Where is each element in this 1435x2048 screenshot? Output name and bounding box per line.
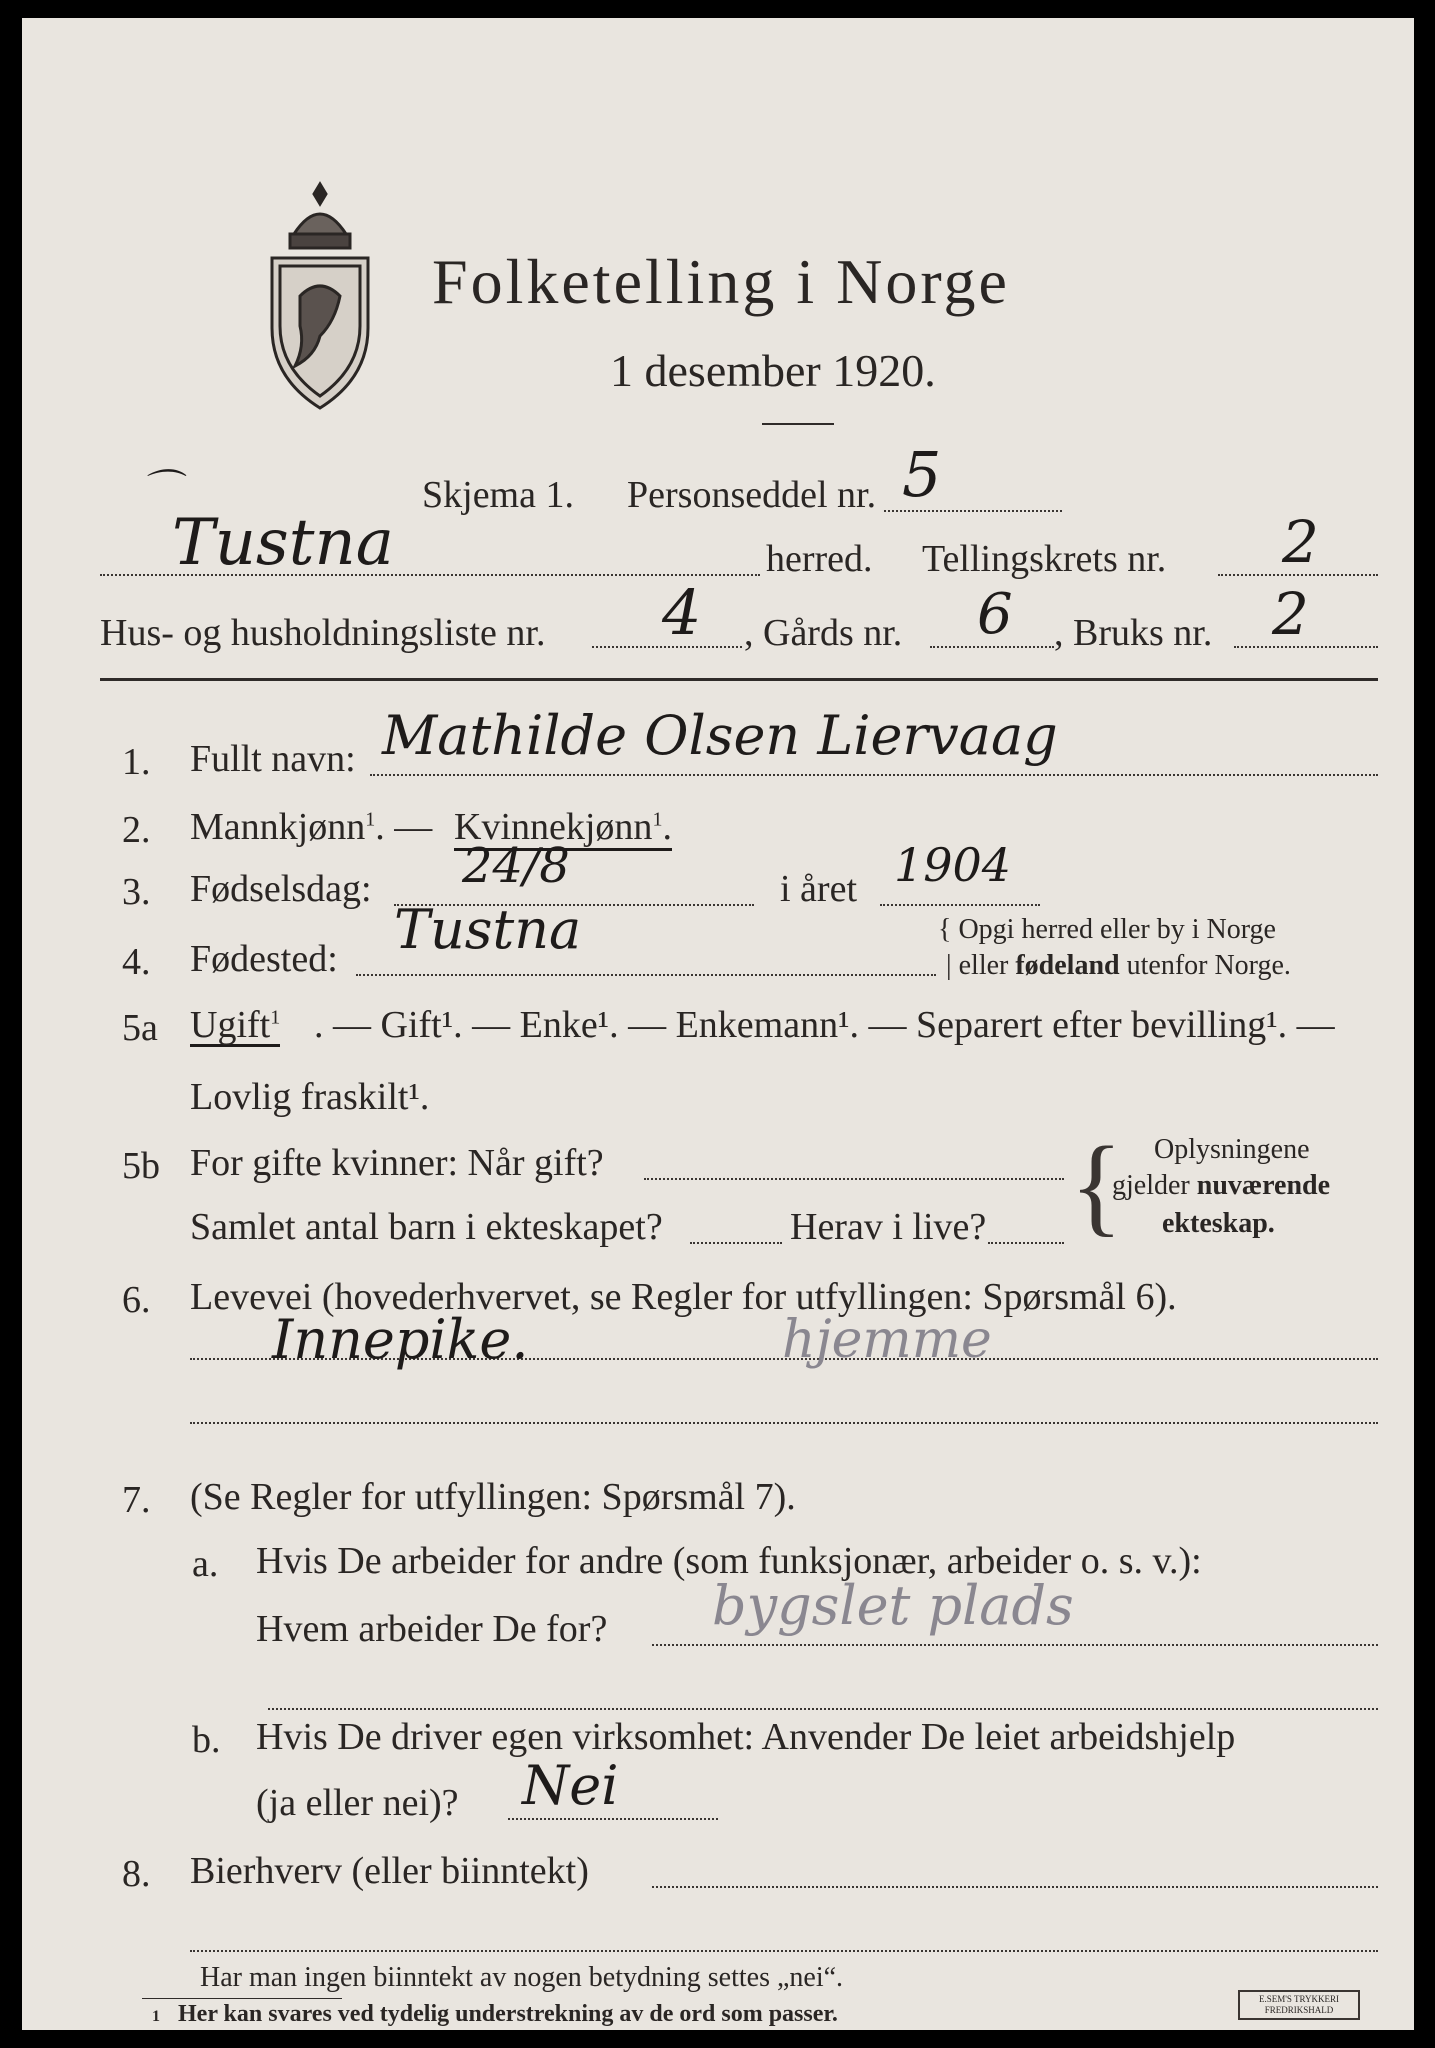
q8-note: Har man ingen biinntekt av nogen betydning settes „nei“. — [200, 1962, 844, 1993]
bruks-label: , Bruks nr. — [1054, 612, 1213, 654]
q8-line2 — [190, 1950, 1378, 1952]
form-date: 1 desember 1920. — [610, 345, 936, 396]
q5b-note3: ekteskap. — [1162, 1208, 1275, 1239]
q7b-label1: Hvis De driver egen virksomhet: Anvender De leiet arbeidshjelp — [256, 1716, 1236, 1758]
q6-value1[interactable]: Innepike. — [272, 1308, 529, 1371]
personseddel-value[interactable]: 5 — [902, 438, 942, 511]
census-form-page — [22, 18, 1414, 2030]
q7a-label1: Hvis De arbeider for andre (som funksjonær, arbeider o. s. v.): — [256, 1540, 1202, 1582]
q7-label: (Se Regler for utfyllingen: Spørsmål 7). — [190, 1476, 796, 1518]
q5b-number: 5b — [122, 1145, 160, 1187]
q7b-letter: b. — [192, 1719, 221, 1761]
personseddel-label: Personseddel nr. — [627, 474, 877, 516]
q7a-value[interactable]: bygslet plads — [712, 1574, 1074, 1637]
q1-value[interactable]: Mathilde Olsen Liervaag — [382, 704, 1058, 767]
q5b-line1 — [644, 1178, 1064, 1180]
title-divider — [762, 423, 834, 425]
q5b-note2: gjelder nuværende — [1112, 1170, 1331, 1201]
bruks-value[interactable]: 2 — [1272, 580, 1309, 648]
q3-year-line — [880, 904, 1040, 906]
q2-number: 2. — [122, 809, 151, 851]
q6-number: 6. — [122, 1279, 151, 1321]
q5b-line3 — [988, 1242, 1064, 1244]
q1-label: Fullt navn: — [190, 738, 356, 780]
printer-mark: E.SEM'S TRYKKERI FREDRIKSHALD — [1238, 1990, 1360, 2020]
q8-label: Bierhverv (eller biinntekt) — [190, 1850, 589, 1892]
hus-value[interactable]: 4 — [662, 576, 702, 649]
q4-note-line1: { Opgi herred eller by i Norge — [938, 914, 1276, 945]
q7-number: 7. — [122, 1479, 151, 1521]
q5a-options: . — Gift¹. — Enke¹. — Enkemann¹. — Separert efter bevilling¹. — — [314, 1004, 1335, 1046]
q2-female-underlined[interactable]: Kvinnekjønn$^1$. — [454, 808, 672, 851]
q7b-line — [508, 1818, 718, 1820]
q2-male: Mannkjønn$^1$. — — [190, 806, 433, 848]
q6-label: Levevei (hovederhvervet, se Regler for utfyllingen: Spørsmål 6). — [190, 1276, 1177, 1318]
tustna-scrawl-top: ⌒ — [140, 467, 180, 513]
header-divider — [100, 678, 1378, 681]
footnote-divider — [142, 1998, 342, 1999]
q3-number: 3. — [122, 871, 151, 913]
q7b-value[interactable]: Nei — [522, 1754, 619, 1817]
q7a-letter: a. — [192, 1543, 219, 1585]
q4-note-line2: | eller fødeland utenfor Norge. — [946, 950, 1291, 981]
q4-number: 4. — [122, 941, 151, 983]
gards-value[interactable]: 6 — [977, 582, 1013, 647]
q6-value2[interactable]: hjemme — [782, 1310, 992, 1370]
footnote: 1 Her kan svares ved tydelig understrekning av de ord som passer. — [152, 2001, 838, 2027]
q5b-line2 — [690, 1242, 782, 1244]
q5b-brace: { — [1070, 1124, 1123, 1246]
q5a-line2: Lovlig fraskilt¹. — [190, 1076, 430, 1118]
q8-line1 — [652, 1886, 1378, 1888]
q7a-line2 — [268, 1708, 1378, 1710]
q4-line — [356, 974, 936, 976]
q4-value[interactable]: Tustna — [394, 898, 582, 961]
q1-number: 1. — [122, 741, 151, 783]
q7a-line1 — [652, 1644, 1378, 1646]
herred-value[interactable]: Tustna — [172, 506, 394, 580]
q3-year-label: i året — [780, 868, 858, 910]
q5b-label2: Samlet antal barn i ekteskapet? — [190, 1206, 663, 1248]
tellingskrets-value[interactable]: 2 — [1282, 508, 1319, 576]
q5a-number: 5a — [122, 1007, 158, 1049]
q5b-note1: Oplysningene — [1154, 1134, 1310, 1165]
q3-label: Fødselsdag: — [190, 868, 372, 910]
tellingskrets-label: Tellingskrets nr. — [922, 538, 1167, 580]
q3-year-value[interactable]: 1904 — [894, 838, 1012, 892]
gards-label: , Gårds nr. — [744, 612, 903, 654]
q5a-ugift-underlined[interactable]: Ugift$^1$ — [190, 1004, 281, 1046]
q7b-label2: (ja eller nei)? — [256, 1782, 459, 1824]
q4-label: Fødested: — [190, 938, 338, 980]
coat-of-arms-icon — [260, 176, 380, 416]
q8-number: 8. — [122, 1853, 151, 1895]
form-title: Folketelling i Norge — [432, 246, 1010, 317]
q7a-label2: Hvem arbeider De for? — [256, 1608, 608, 1650]
q5b-label3: Herav i live? — [790, 1206, 987, 1248]
q1-line — [370, 774, 1378, 776]
q6-line2 — [190, 1422, 1378, 1424]
herred-label: herred. — [766, 538, 873, 580]
skjema-label: Skjema 1. — [422, 474, 574, 516]
q3-value[interactable]: 24/8 — [462, 838, 570, 894]
hus-label: Hus- og husholdningsliste nr. — [100, 612, 546, 654]
q5b-label1: For gifte kvinner: Når gift? — [190, 1142, 604, 1184]
